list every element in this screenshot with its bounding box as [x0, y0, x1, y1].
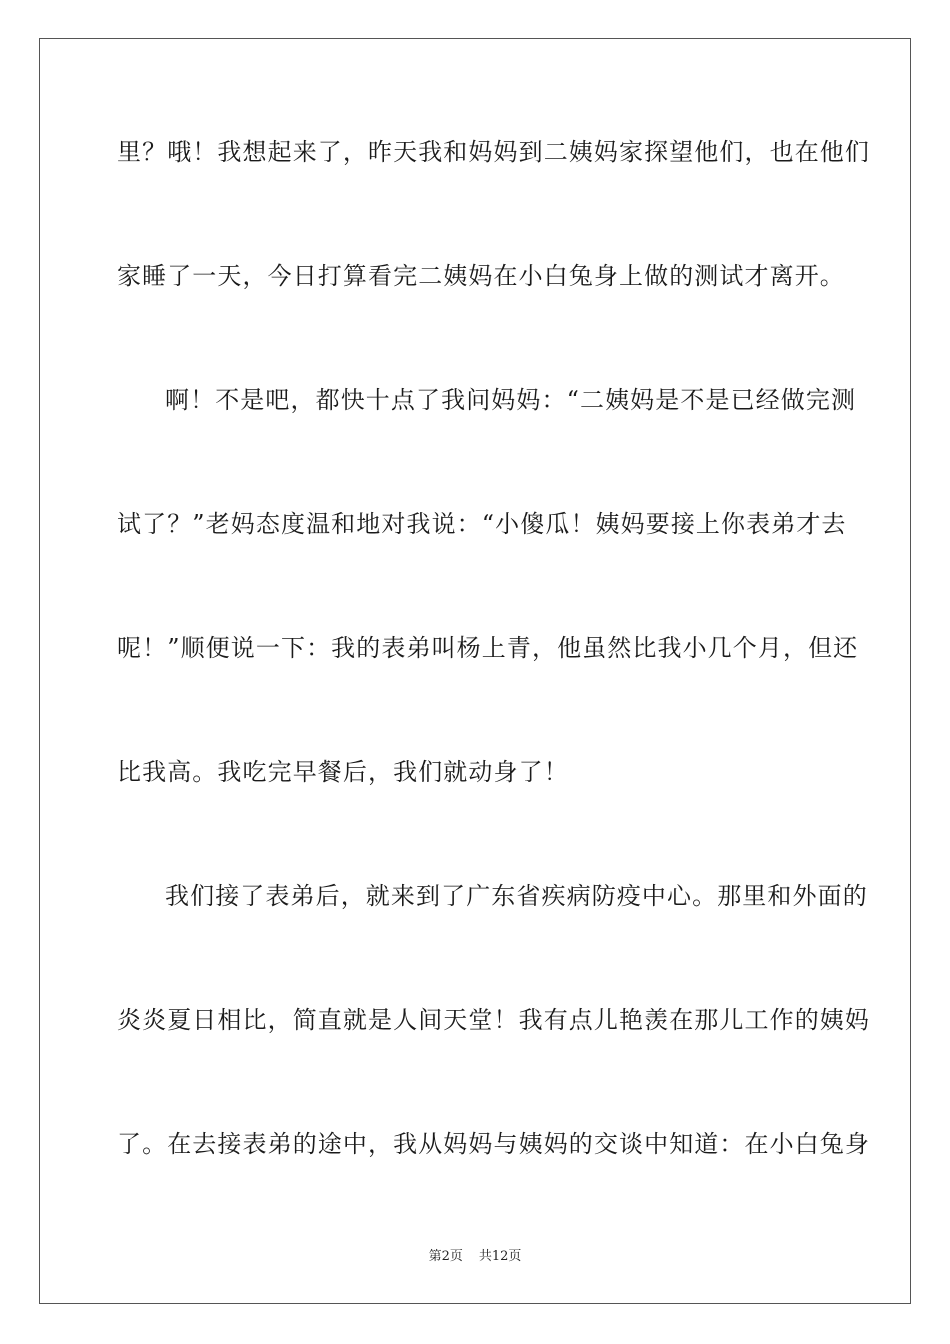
text-line: 呢！”顺便说一下：我的表弟叫杨上青，他虽然比我小几个月，但还	[117, 634, 859, 662]
paragraph-start-line: 啊！不是吧，都快十点了我问妈妈：“二姨妈是不是已经做完测	[165, 386, 857, 414]
page-total: 共12页	[478, 1249, 522, 1264]
paragraph-start-line: 我们接了表弟后，就来到了广东省疾病防疫中心。那里和外面的	[165, 882, 868, 910]
text-line: 家睡了一天，今日打算看完二姨妈在小白兔身上做的测试才离开。	[117, 262, 845, 290]
text-line: 炎炎夏日相比，简直就是人间天堂！我有点儿艳羡在那儿工作的姨妈	[117, 1006, 870, 1034]
text-line: 比我高。我吃完早餐后，我们就动身了！	[117, 758, 569, 786]
page-footer	[0, 1248, 950, 1266]
text-line: 试了？”老妈态度温和地对我说：“小傻瓜！姨妈要接上你表弟才去	[117, 510, 847, 538]
page-border	[39, 38, 911, 1304]
text-line: 了。在去接表弟的途中，我从妈妈与姨妈的交谈中知道：在小白兔身	[117, 1130, 870, 1158]
page-number: 第2页	[428, 1249, 463, 1264]
text-line: 里？哦！我想起来了，昨天我和妈妈到二姨妈家探望他们，也在他们	[117, 138, 870, 166]
